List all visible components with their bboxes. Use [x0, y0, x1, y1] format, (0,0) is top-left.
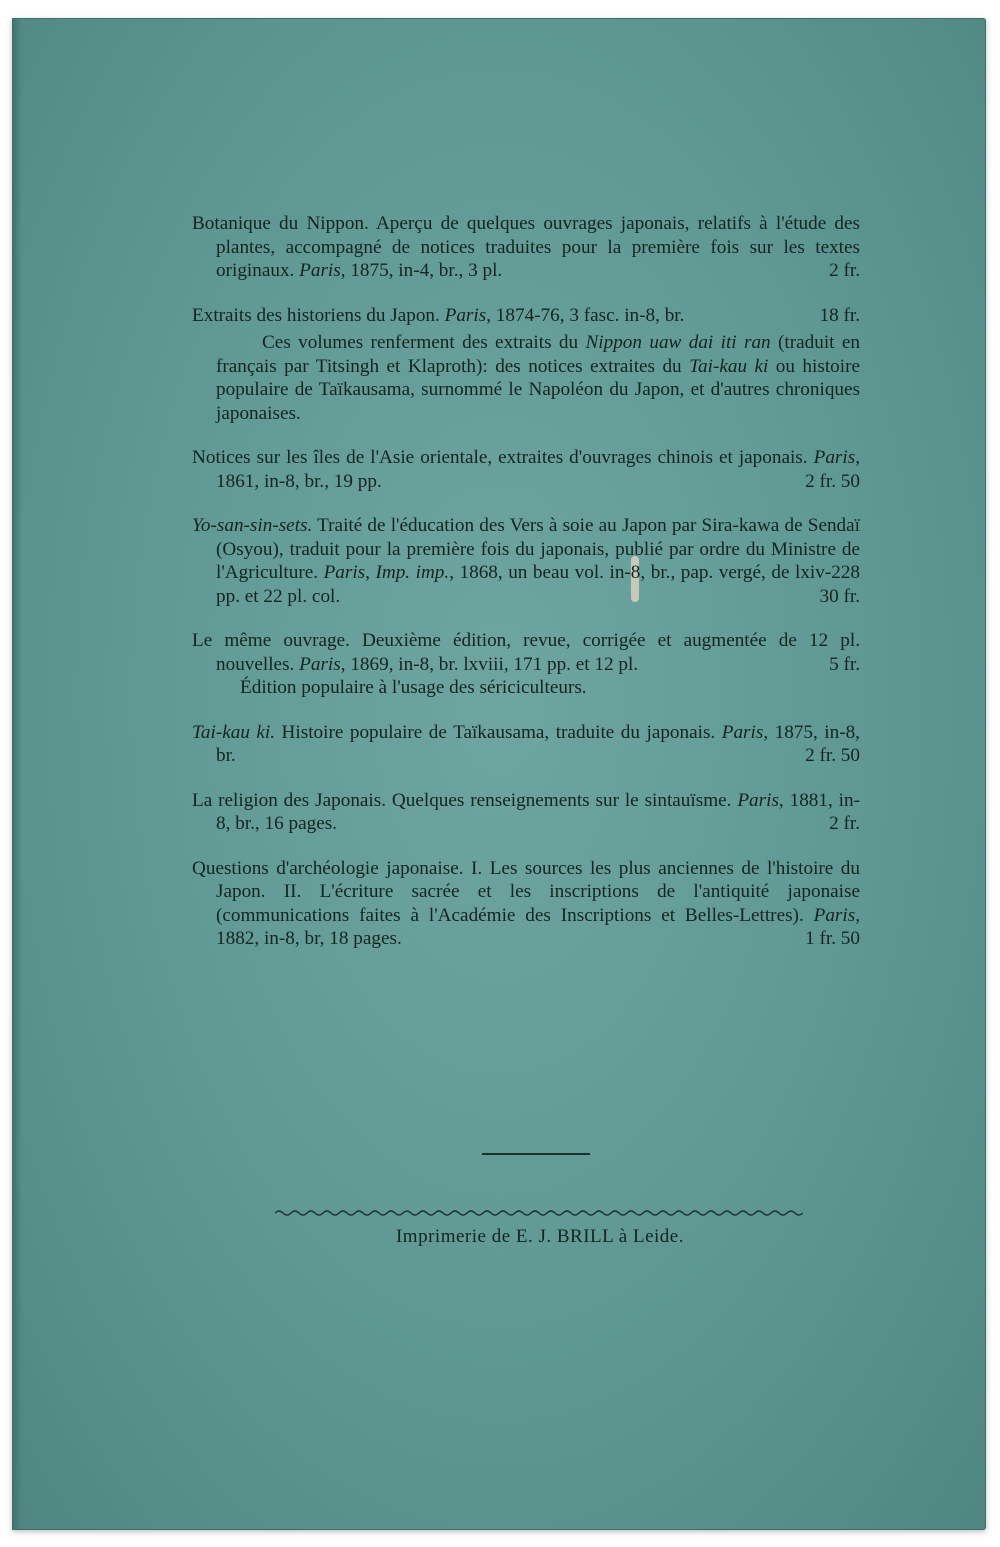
entry-place: Paris [813, 447, 856, 468]
entry-title: La religion des Japonais. [192, 789, 387, 811]
catalogue-entry-yo-san-sin-sets [192, 514, 860, 608]
entry-place: Paris [299, 653, 341, 675]
entry-details: , 1875, in-8, br. [216, 721, 860, 766]
note-italic-title: Tai-kau ki [689, 355, 769, 377]
entry-details: , 1861, in-8, br., 19 pp. [216, 447, 860, 492]
entry-place: Paris [444, 304, 487, 326]
entry-place: Paris [813, 904, 856, 926]
entry-details: , 1874-76, 3 fasc. in-8, br. [486, 304, 685, 326]
entry-price: 2 fr. 50 [805, 745, 860, 766]
entry-details: , 1875, in-4, br., 3 pl. [340, 260, 503, 281]
entry-body: I. Les sources les plus anciennes de l'histoire du Japon. II. L'écriture sacrée et les inscriptions de l'antiquité japonaise (communications faites à l'Académie des Inscriptions et Belles-Lettres). [216, 857, 860, 926]
catalogue-entry-tai-kau-ki [192, 721, 860, 768]
entry-place: Paris [737, 789, 779, 811]
entry-note [192, 331, 860, 425]
entry-details: , 1881, in-8, br., 16 pages. [216, 789, 860, 834]
entry-place: Paris, Imp. imp. [323, 562, 450, 583]
note-italic-title: Nippon uaw dai iti ran [585, 332, 771, 353]
entry-place: Paris [721, 721, 764, 743]
entry-title: Extraits des historiens du Japon. [192, 304, 440, 326]
ornamental-wavy-rule [275, 1208, 803, 1218]
entry-body: extraites d'ouvrages chinois et japonais. [492, 447, 814, 468]
entry-price: 30 fr. [819, 585, 860, 607]
entry-price: 18 fr. [819, 304, 860, 326]
catalogue-list [192, 212, 860, 972]
entry-subnote: Édition populaire à l'usage des sériciculteurs. [240, 677, 587, 698]
entry-body: Deuxième édition, revue, corrigée et augmentée de 12 pl. nouvelles. [216, 630, 860, 675]
note-text: ou histoire populaire de Taïkausama, surnommé le Napoléon du Japon, et d'autres chroniques japonaises. [216, 355, 860, 424]
entry-price: 1 fr. 50 [805, 928, 860, 949]
entry-price: 2 fr. [829, 813, 860, 834]
entry-title: Notices sur les îles de l'Asie orientale, [192, 447, 493, 468]
entry-body: Histoire populaire de Taïkausama, traduite du japonais. [275, 721, 722, 743]
entry-title: Le même ouvrage. [192, 630, 350, 651]
entry-place: Paris [299, 260, 341, 281]
catalogue-entry-questions [192, 857, 860, 951]
entry-body: Quelques renseignements sur le sintauïsme. [386, 789, 738, 811]
entry-details: , 1882, in-8, br, 18 pages. [216, 904, 860, 949]
entry-title: Tai-kau ki. [192, 721, 276, 743]
printer-imprint: Imprimerie de E. J. BRILL à Leide. [395, 1226, 684, 1247]
catalogue-entry-le-meme-ouvrage [192, 629, 860, 700]
catalogue-entry-botanique [192, 212, 860, 283]
catalogue-entry-religion [192, 789, 860, 836]
section-divider [482, 1153, 590, 1155]
entry-price: 5 fr. [829, 653, 860, 675]
entry-price: 2 fr. [829, 260, 860, 281]
entry-title: Questions d'archéologie japonaise. [192, 857, 464, 879]
entry-details: , 1869, in-8, br. lxviii, 171 pp. et 12 pl. [340, 653, 639, 675]
catalogue-entry-extraits [192, 304, 860, 426]
entry-details: , 1868, un beau vol. in-8, br., pap. vergé, de lxiv-228 pp. et 22 pl. col. [216, 562, 861, 607]
entry-body: Aperçu de quelques ouvrages japonais, relatifs à l'étude des plantes, accompagné de notices traduites pour la première fois sur les textes originaux. [216, 213, 860, 281]
entry-price: 2 fr. 50 [805, 470, 860, 492]
entry-title: Botanique du Nippon. [192, 213, 369, 234]
entry-title: Yo-san-sin-sets. [192, 515, 313, 536]
note-text: Ces volumes renferment des extraits du [262, 332, 586, 353]
entry-body: Traité de l'éducation des Vers à soie au Japon par Sira-kawa de Sendaï (Osyou), traduit pour la première fois du japonais, publié par ordre du Ministre de l'Agriculture. [216, 515, 860, 583]
catalogue-entry-notices [192, 446, 860, 493]
note-text: (traduit en français par Titsingh et Klaproth): des notices extraites du [216, 332, 860, 377]
